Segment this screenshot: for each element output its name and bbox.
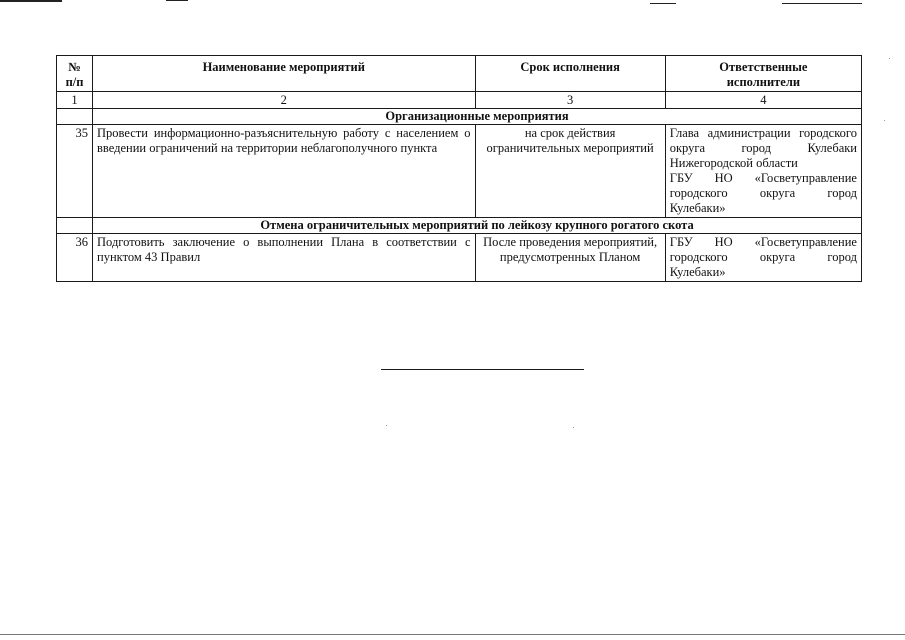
row-number: 35 [57,125,93,218]
measure-name: Провести информационно-разъяснительную работу с населением о введении ограничений на территории неблагополучного пункта [93,125,475,218]
closing-rule-line [381,369,584,370]
measures-table [56,55,862,282]
column-index-row [57,92,862,109]
column-index: 2 [93,92,475,109]
section-row [57,218,862,234]
section-title: Отмена ограничительных мероприятий по лейкозу крупного рогатого скота [93,218,862,234]
measure-name: Подготовить заключение о выполнении Плана в соответствии с пунктом 43 Правил [93,234,475,282]
column-index: 3 [475,92,665,109]
scan-edge-mark [782,3,862,4]
header-measure-name: Наименование мероприятий [93,56,475,92]
responsible [665,234,861,282]
column-index: 1 [57,92,93,109]
scan-edge-mark [0,0,62,2]
responsible-party: ГБУ НО «Госветуправление городского округа город Кулебаки» [669,235,857,279]
header-deadline: Срок исполнения [475,56,665,92]
responsible-party: ГБУ НО «Госветуправление городского округа город Кулебаки» [669,171,857,215]
table-row [57,234,862,282]
deadline: на срок действия ограничительных мероприятий [475,125,665,218]
deadline: После проведения мероприятий, предусмотренных Планом [475,234,665,282]
column-index: 4 [665,92,861,109]
scan-dust [386,425,387,426]
section-title: Организационные мероприятия [93,109,862,125]
scan-dust [889,58,890,59]
scan-edge-mark [166,0,188,1]
table-row [57,125,862,218]
scan-edge-mark [650,3,676,4]
section-row [57,109,862,125]
scan-dust [573,427,574,428]
scan-dust [884,120,885,121]
header-number: № п/п [57,56,93,92]
table-header-row [57,56,862,92]
row-number: 36 [57,234,93,282]
header-responsible: Ответственные исполнители [665,56,861,92]
responsible [665,125,861,218]
scan-edge-mark [0,634,905,635]
responsible-party: Глава администрации городского округа город Кулебаки Нижегородской области [669,126,857,170]
